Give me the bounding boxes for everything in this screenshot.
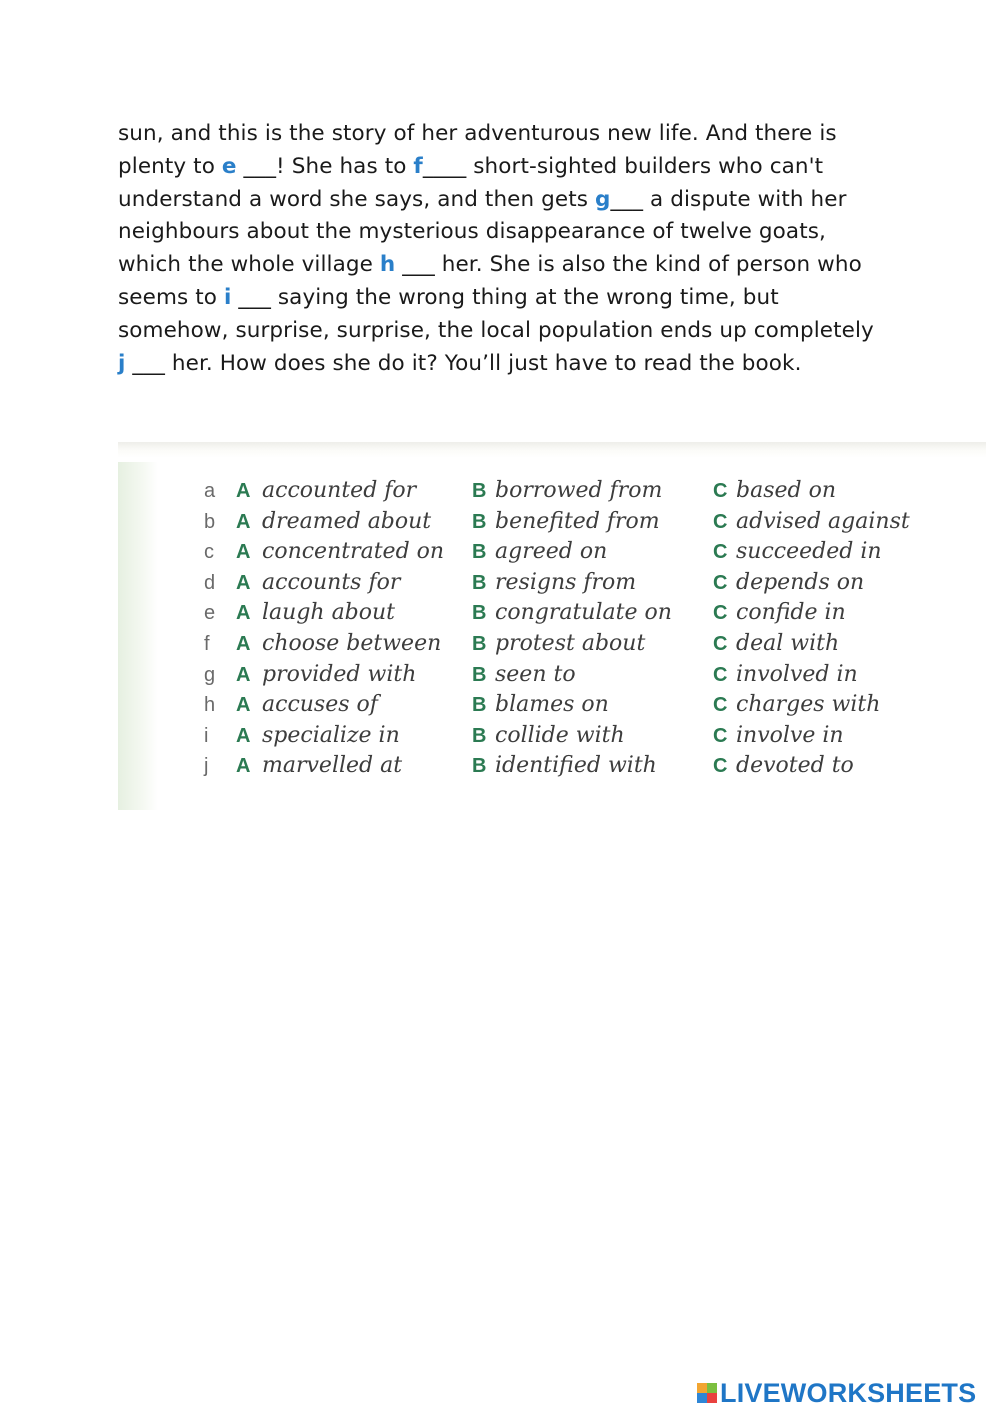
choice-letter-b: B	[472, 602, 487, 625]
passage-text: understand a word she says, and then gets	[118, 186, 596, 212]
choice-letter-b: B	[472, 480, 487, 502]
passage-text: ___ her. How does she do it? You’ll just have to read the book.	[125, 350, 802, 376]
choice-letter-a: A	[236, 571, 251, 594]
row-label: a	[204, 480, 216, 502]
option-row-f	[118, 629, 986, 659]
option-b[interactable]: benefited from	[495, 508, 660, 534]
passage-line	[118, 184, 918, 217]
choice-letter-b: B	[472, 633, 487, 655]
gap-label-g: g	[595, 186, 611, 212]
brand-wordmark: LIVEWORKSHEETS	[720, 1377, 977, 1408]
option-row-d	[118, 568, 986, 598]
option-b[interactable]: resigns from	[495, 569, 637, 595]
passage-text: neighbours about the mysterious disappearance of twelve goats,	[118, 219, 826, 245]
choice-letter-c: C	[713, 510, 728, 533]
passage-line	[118, 216, 918, 249]
passage-line	[118, 282, 918, 315]
choice-letter-a: A	[236, 663, 251, 686]
option-a[interactable]: accounted for	[262, 478, 417, 503]
gap-label-i: i	[223, 284, 232, 310]
option-c[interactable]: succeeded in	[736, 539, 882, 565]
option-b[interactable]: agreed on	[495, 539, 608, 565]
passage-line	[118, 151, 918, 184]
option-b[interactable]: protest about	[495, 631, 646, 656]
option-c[interactable]: involve in	[736, 722, 844, 748]
choice-letter-a: A	[236, 694, 251, 717]
choice-letter-a: A	[236, 755, 251, 778]
choice-letter-a: A	[236, 724, 251, 747]
option-a[interactable]: concentrated on	[262, 539, 445, 565]
row-label: e	[204, 602, 216, 625]
row-label: g	[204, 663, 216, 686]
choice-letter-a: A	[236, 510, 251, 533]
choice-letter-c: C	[713, 602, 728, 625]
reading-passage	[118, 118, 918, 380]
choice-letter-b: B	[472, 663, 487, 686]
option-row-j	[118, 751, 986, 781]
option-row-b	[118, 507, 986, 537]
passage-text: somehow, surprise, surprise, the local population ends up completely	[118, 317, 874, 343]
option-a[interactable]: dreamed about	[262, 508, 432, 534]
option-row-e	[118, 598, 986, 628]
row-label: d	[204, 571, 216, 594]
gap-label-h: h	[379, 252, 396, 278]
liveworksheets-logo[interactable]	[697, 1378, 976, 1408]
passage-text: plenty to	[118, 153, 222, 179]
choice-letter-a: A	[236, 541, 251, 564]
passage-line	[118, 348, 918, 381]
passage-text: ____ short-sighted builders who can't	[422, 153, 824, 179]
choice-letter-c: C	[713, 541, 728, 564]
option-b[interactable]: collide with	[495, 722, 625, 748]
passage-text: ___ a dispute with her	[610, 186, 847, 212]
option-b[interactable]: seen to	[495, 661, 576, 687]
option-c[interactable]: charges with	[736, 692, 881, 718]
option-a[interactable]: accuses of	[262, 692, 378, 718]
choice-letter-c: C	[713, 480, 728, 502]
row-label: j	[204, 755, 209, 778]
gap-label-f: f	[413, 153, 423, 179]
option-row-i	[118, 721, 986, 751]
option-c[interactable]: deal with	[736, 631, 840, 656]
passage-text: ___ her. She is also the kind of person who	[395, 252, 862, 278]
option-row-h	[118, 690, 986, 720]
choice-letter-c: C	[713, 663, 728, 686]
choice-letter-a: A	[236, 602, 251, 625]
option-a[interactable]: choose between	[262, 631, 442, 656]
row-label: c	[204, 541, 214, 564]
option-b[interactable]: identified with	[495, 753, 657, 779]
answer-options-table	[118, 442, 986, 810]
option-a[interactable]: accounts for	[262, 569, 401, 595]
passage-line	[118, 315, 918, 348]
passage-text: ___ saying the wrong thing at the wrong time, but	[231, 284, 779, 310]
option-a[interactable]: provided with	[262, 661, 417, 687]
option-c[interactable]: confide in	[736, 600, 846, 626]
choice-letter-c: C	[713, 755, 728, 778]
choice-letter-c: C	[713, 724, 728, 747]
option-b[interactable]: blames on	[495, 692, 609, 718]
choice-letter-c: C	[713, 571, 728, 594]
option-b[interactable]: congratulate on	[495, 600, 672, 626]
option-a[interactable]: laugh about	[262, 600, 396, 626]
choice-letter-c: C	[713, 633, 728, 655]
passage-text: ___! She has to	[236, 153, 414, 179]
option-row-a	[118, 476, 986, 506]
gap-label-j: j	[118, 350, 126, 376]
option-c[interactable]: advised against	[736, 508, 910, 534]
option-c[interactable]: depends on	[736, 569, 865, 595]
option-c[interactable]: based on	[736, 478, 836, 503]
choice-letter-b: B	[472, 510, 487, 533]
row-label: f	[204, 633, 210, 655]
option-a[interactable]: specialize in	[262, 722, 400, 748]
liveworksheets-logo-icon	[697, 1383, 717, 1403]
row-label: i	[204, 724, 209, 747]
option-c[interactable]: involved in	[736, 661, 858, 687]
choice-letter-b: B	[472, 694, 487, 717]
row-label: b	[204, 510, 216, 533]
option-row-g	[118, 660, 986, 690]
option-b[interactable]: borrowed from	[495, 478, 663, 503]
passage-line	[118, 249, 918, 282]
passage-text: which the whole village	[118, 252, 380, 278]
gap-label-e: e	[221, 153, 237, 179]
passage-line	[118, 118, 918, 151]
option-row-c	[118, 537, 986, 567]
choice-letter-b: B	[472, 724, 487, 747]
choice-letter-b: B	[472, 541, 487, 564]
option-c[interactable]: devoted to	[736, 753, 854, 779]
passage-text: seems to	[118, 284, 224, 310]
choice-letter-b: B	[472, 571, 487, 594]
choice-letter-a: A	[236, 633, 251, 655]
choice-letter-c: C	[713, 694, 728, 717]
choice-letter-b: B	[472, 755, 487, 778]
choice-letter-a: A	[236, 480, 251, 502]
row-label: h	[204, 694, 216, 717]
option-a[interactable]: marvelled at	[262, 753, 403, 779]
passage-text: sun, and this is the story of her adventurous new life. And there is	[118, 121, 837, 146]
